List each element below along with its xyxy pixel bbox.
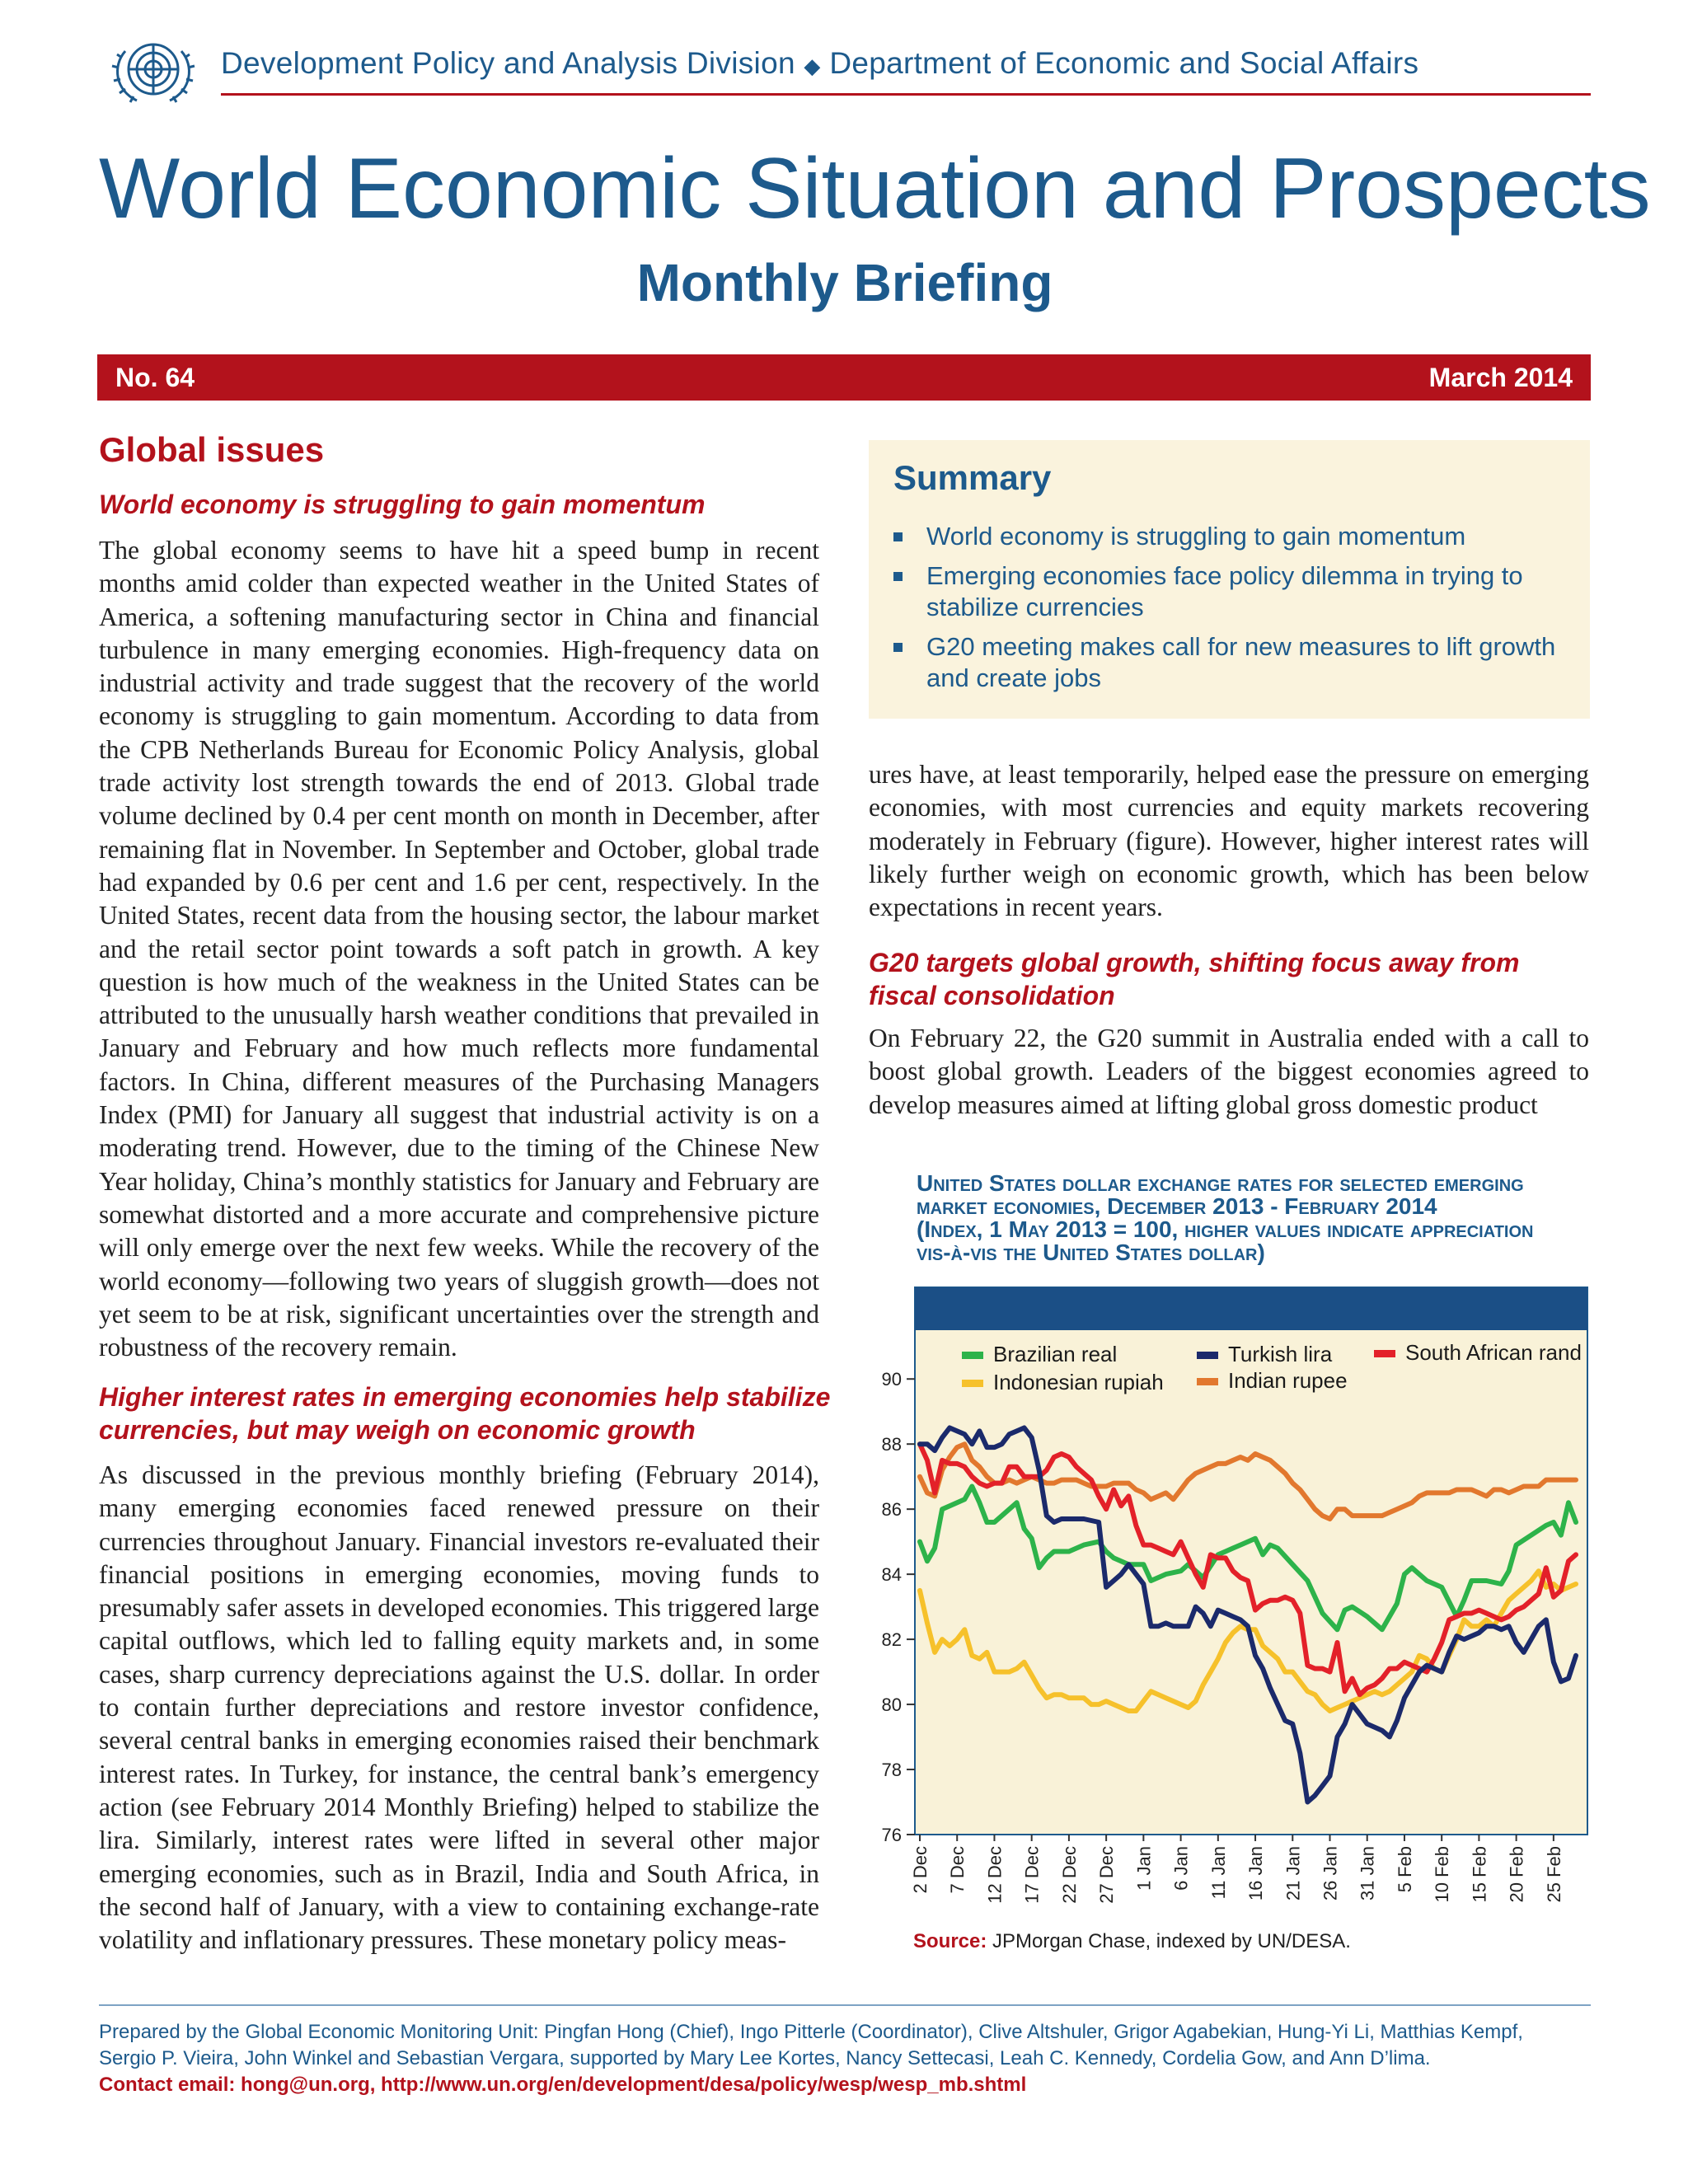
footer-credits-line-2: Sergio P. Vieira, John Winkel and Sebastian Vergara, supported by Mary Lee Kortes, Nancy Settecasi, Leah C. Kennedy, Cordelia Gow, and Ann D’lima. xyxy=(99,2047,1431,2069)
summary-list xyxy=(893,521,1569,702)
header-separator-icon: ◆ xyxy=(804,54,821,78)
paragraph-monetary-policy: ures have, at least temporarily, helped ease the pressure on emerging economies, with most currencies and equity markets recovering moderately in February (figure). However, higher interest rates will likely further weigh on economic growth, which has been below expectations in recent years. xyxy=(869,760,1589,922)
chart-title-line-2: market economies, December 2013 - February 2014 xyxy=(917,1193,1437,1219)
legend-label: Indian rupee xyxy=(1228,1368,1348,1393)
subheading-g20: G20 targets global growth, shifting focus away from fiscal consolidation xyxy=(869,948,1520,1010)
x-tick-label: 6 Jan xyxy=(1170,1846,1192,1891)
chart-header-band xyxy=(915,1287,1587,1330)
footer-contact: Contact email: hong@un.org, http://www.un.org/en/development/desa/policy/wesp/wesp_mb.shtml xyxy=(99,2074,1027,2096)
x-tick-label: 7 Dec xyxy=(947,1846,968,1894)
summary-item-text: World economy is struggling to gain momentum xyxy=(926,522,1466,551)
summary-item xyxy=(893,560,1569,623)
legend-label: Indonesian rupiah xyxy=(993,1370,1164,1394)
legend-swatch xyxy=(1374,1350,1395,1357)
legend-label: Brazilian real xyxy=(993,1342,1118,1366)
x-tick-label: 1 Jan xyxy=(1133,1846,1155,1891)
paragraph-interest-rates: As discussed in the previous monthly briefing (February 2014), many emerging economies faced renewed pressure on their currencies throughout January. Financial investors re-evaluated their financial positions in emerging economies, moving funds to presumably safer assets in developed economies. This triggered large capital outflows, which led to falling equity markets and, in some cases, sharp currency depreciations against the U.S. dollar. In order to contain further depreciations and restore investor confidence, several central banks in emerging economies raised their benchmark interest rates. In Turkey, for instance, the central bank’s emergency action (see February 2014 Monthly Briefing) helped to stabilize the lira. Similarly, interest rates were lifted in several other major emerging economies, such as in Brazil, India and South Africa, in the second half of January, with a view to containing exchange-rate volatility and inflationary pressures. These monetary policy meas- xyxy=(99,1460,819,1955)
x-tick-label: 12 Dec xyxy=(984,1846,1006,1904)
legend-swatch xyxy=(962,1352,983,1359)
subheading-interest-rates: Higher interest rates in emerging economies help stabilize currencies, but may weigh on economic growth xyxy=(99,1382,831,1445)
x-tick-label: 10 Feb xyxy=(1432,1846,1453,1903)
legend-swatch xyxy=(1197,1352,1218,1359)
chart-source xyxy=(913,1930,1351,1953)
page-subtitle: Monthly Briefing xyxy=(636,253,1053,312)
summary-item xyxy=(893,521,1569,552)
x-tick-label: 11 Jan xyxy=(1207,1846,1229,1900)
y-tick-label: 86 xyxy=(881,1499,902,1521)
x-tick-label: 15 Feb xyxy=(1469,1846,1490,1903)
header-rule xyxy=(221,93,1591,96)
y-tick-label: 84 xyxy=(881,1564,902,1586)
issue-bar xyxy=(97,354,1591,401)
division-name: Development Policy and Analysis Division xyxy=(221,46,795,80)
y-tick-label: 80 xyxy=(881,1694,902,1716)
legend-swatch xyxy=(1197,1378,1218,1385)
summary-box xyxy=(869,440,1590,719)
x-tick-label: 22 Dec xyxy=(1058,1846,1080,1904)
subheading-world-economy: World economy is struggling to gain momentum xyxy=(99,490,706,519)
summary-title: Summary xyxy=(893,458,1052,497)
x-tick-label: 16 Jan xyxy=(1245,1846,1267,1901)
chart-source-label: Source: xyxy=(913,1930,987,1952)
bullet-icon xyxy=(893,532,903,541)
chart-title-line-3: (Index, 1 May 2013 = 100, higher values indicate appreciation xyxy=(917,1216,1534,1242)
x-tick-label: 20 Feb xyxy=(1506,1846,1527,1903)
footer xyxy=(99,2019,1591,2098)
x-tick-label: 5 Feb xyxy=(1394,1846,1415,1893)
x-tick-label: 26 Jan xyxy=(1320,1846,1341,1901)
y-tick-label: 82 xyxy=(881,1629,902,1651)
chart-source-text: JPMorgan Chase, indexed by UN/DESA. xyxy=(992,1930,1351,1952)
issue-date: March 2014 xyxy=(1428,363,1573,392)
x-tick-label: 31 Jan xyxy=(1357,1846,1378,1901)
page-title: World Economic Situation and Prospects xyxy=(99,141,1651,237)
y-tick-label: 88 xyxy=(881,1434,902,1455)
y-tick-label: 78 xyxy=(881,1760,902,1781)
department-name: Department of Economic and Social Affairs xyxy=(829,46,1419,80)
x-tick-label: 17 Dec xyxy=(1021,1846,1043,1904)
header-division-text xyxy=(221,46,1418,81)
legend-swatch xyxy=(962,1380,983,1387)
bullet-icon xyxy=(893,643,903,652)
x-tick-label: 27 Dec xyxy=(1096,1846,1118,1904)
summary-item-text: Emerging economies face policy dilemma in trying to stabilize currencies xyxy=(926,561,1523,621)
chart-title-line-1: United States dollar exchange rates for selected emerging xyxy=(917,1170,1524,1196)
paragraph-world-economy: The global economy seems to have hit a speed bump in recent months amid colder than expected weather in the United States of America, a softening manufacturing sector in China and financial turbulence in many emerging economies. High-frequency data on industrial activity and trade suggest that the recovery of the world economy is struggling to gain momentum. According to data from the CPB Netherlands Bureau for Economic Policy Analysis, global trade activity lost strength towards the end of 2013. Global trade volume declined by 0.4 per cent month on month in December, after remaining flat in November. In September and October, global trade had expanded by 0.6 per cent and 1.6 per cent, respectively. In the United States, recent data from the housing sector, the labour market and the retail sector point towards a soft patch in growth. A key question is how much of the weakness in the United States can be attributed to the unusually harsh weather conditions that prevailed in January and February and how much reflects more fundamental factors. In China, different measures of the Purchasing Managers Index (PMI) for January all suggest that industrial activity is on a moderating trend. However, due to the timing of the Chinese New Year holiday, China’s monthly statistics for January and February are somewhat distorted and a more accurate and comprehensive picture will only emerge over the next few weeks. While the recovery of the world economy—following two years of sluggish growth—does not yet seem to be at risk, significant uncertainties over the strength and robustness of the recovery remain. xyxy=(99,536,819,1362)
footer-credits-line-1: Prepared by the Global Economic Monitoring Unit: Pingfan Hong (Chief), Ingo Pitterle (Coordinator), Clive Altshuler, Grigor Agabekian, Hung-Yi Li, Matthias Kempf, xyxy=(99,2021,1523,2043)
legend-label: Turkish lira xyxy=(1228,1342,1333,1366)
summary-item-text: G20 meeting makes call for new measures to lift growth and create jobs xyxy=(926,632,1556,692)
x-tick-label: 2 Dec xyxy=(910,1846,931,1894)
y-tick-label: 76 xyxy=(881,1825,902,1845)
legend-label: South African rand xyxy=(1405,1340,1582,1365)
section-heading-global-issues: Global issues xyxy=(99,430,325,469)
paragraph-g20: On February 22, the G20 summit in Australia ended with a call to boost global growth. Leaders of the biggest economies agreed to develop measures aimed at lifting global gross domestic product xyxy=(869,1024,1589,1119)
x-tick-label: 25 Feb xyxy=(1543,1846,1564,1903)
chart-title-line-4: vis-à-vis the United States dollar) xyxy=(917,1240,1265,1265)
y-tick-label: 90 xyxy=(881,1369,902,1390)
summary-item xyxy=(893,631,1569,694)
footer-rule xyxy=(99,2004,1591,2006)
chart-title xyxy=(917,1172,1576,1264)
un-emblem-icon xyxy=(104,33,203,132)
x-tick-label: 21 Jan xyxy=(1282,1846,1304,1901)
bullet-icon xyxy=(893,572,903,581)
issue-number: No. 64 xyxy=(115,363,195,392)
exchange-rate-chart xyxy=(869,1269,1594,1929)
